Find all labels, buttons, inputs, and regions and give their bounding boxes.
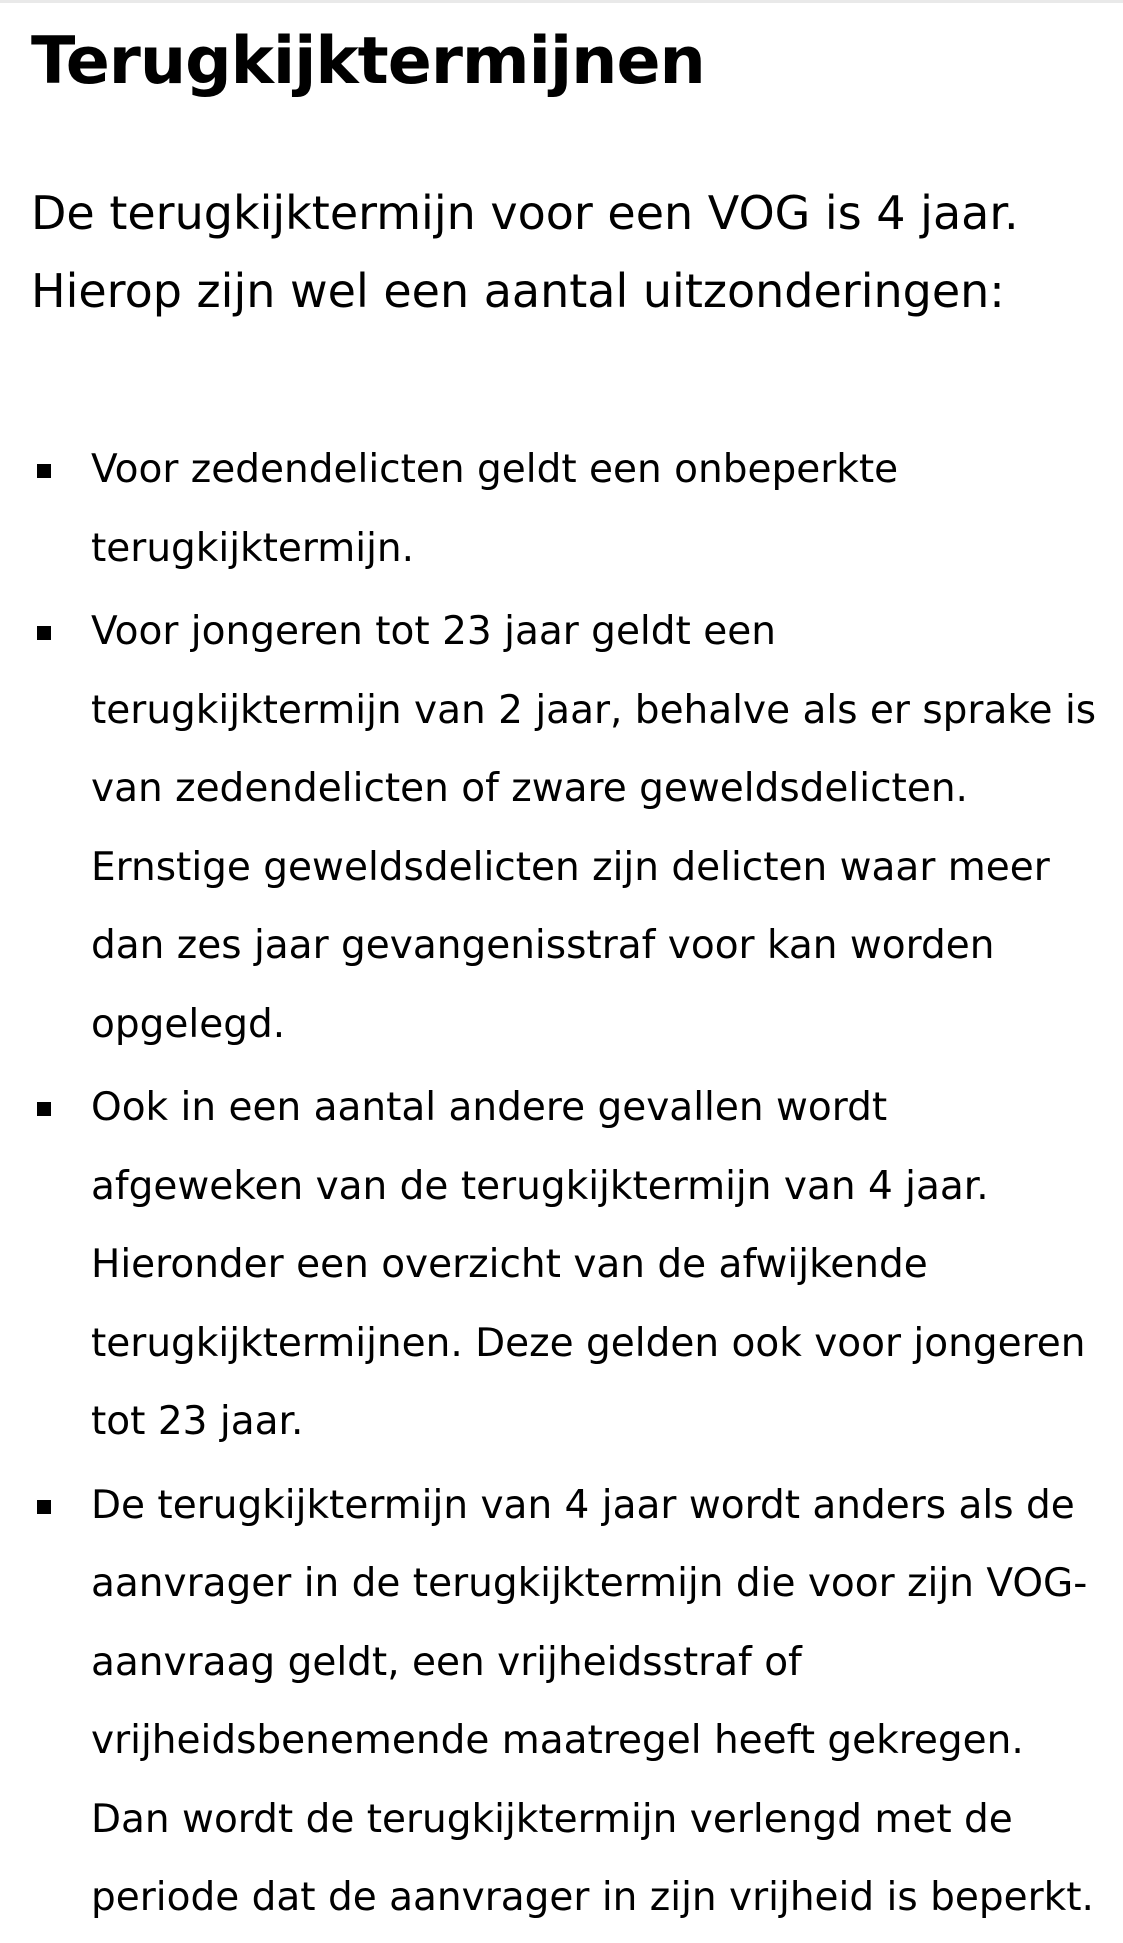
- list-item-text: [91, 431, 1121, 588]
- intro-paragraph: [31, 174, 1101, 330]
- text-line: Hieronder een overzicht van de afwijkende: [91, 1242, 928, 1287]
- text-line: aanvraag geldt, een vrijheidsstraf of: [91, 1639, 802, 1685]
- text-line: van zedendelicten of zware geweldsdelicten.: [91, 766, 968, 811]
- list-item-andere-gevallen: [31, 1069, 1101, 1462]
- text-line: Ook in een aantal andere gevallen wordt: [91, 1085, 888, 1130]
- text-line: Voor zedendelicten geldt een onbeperkte: [91, 447, 899, 492]
- bullet-square-icon: [37, 1102, 51, 1116]
- list-item-zedendelicten: [31, 431, 1101, 588]
- text-line: terugkijktermijn.: [91, 525, 415, 571]
- bullet-square-icon: [37, 464, 51, 478]
- text-line: terugkijktermijnen. Deze gelden ook voor jongeren: [91, 1320, 1086, 1366]
- list-item-text: [91, 593, 1121, 1064]
- intro-line-2: Hierop zijn wel een aantal uitzonderingen:: [31, 264, 1005, 318]
- text-line: aanvrager in de terugkijktermijn die voor zijn VOG-: [91, 1561, 1088, 1606]
- list-item-text: [91, 1069, 1121, 1462]
- bullet-square-icon: [37, 626, 51, 640]
- list-item-text: [91, 1467, 1121, 1938]
- text-line: afgeweken van de terugkijktermijn van 4 jaar.: [91, 1163, 989, 1209]
- article-content: [31, 20, 1101, 1943]
- text-line: De terugkijktermijn van 4 jaar wordt anders als de: [91, 1482, 1075, 1528]
- text-line: periode dat de aanvrager in zijn vrijheid is beperkt.: [91, 1875, 1094, 1920]
- text-line: tot 23 jaar.: [91, 1399, 304, 1444]
- text-line: Voor jongeren tot 23 jaar geldt een: [91, 609, 776, 654]
- bullet-square-icon: [37, 1500, 51, 1514]
- text-line: vrijheidsbenemende maatregel heeft gekregen.: [91, 1718, 1024, 1763]
- page-title: Terugkijktermijnen: [31, 24, 705, 99]
- list-item-jongeren: [31, 593, 1101, 1064]
- text-line: Ernstige geweldsdelicten zijn delicten waar meer: [91, 844, 1050, 890]
- text-line: dan zes jaar gevangenisstraf voor kan worden: [91, 923, 995, 968]
- list-item-vrijheidsstraf: [31, 1467, 1101, 1938]
- top-divider: [0, 0, 1123, 3]
- text-line: terugkijktermijn van 2 jaar, behalve als er sprake is: [91, 687, 1097, 733]
- intro-line-1: De terugkijktermijn voor een VOG is 4 jaar.: [31, 186, 1019, 240]
- text-line: Dan wordt de terugkijktermijn verlengd met de: [91, 1796, 1013, 1842]
- exceptions-list: [31, 431, 1101, 1938]
- text-line: opgelegd.: [91, 1001, 286, 1047]
